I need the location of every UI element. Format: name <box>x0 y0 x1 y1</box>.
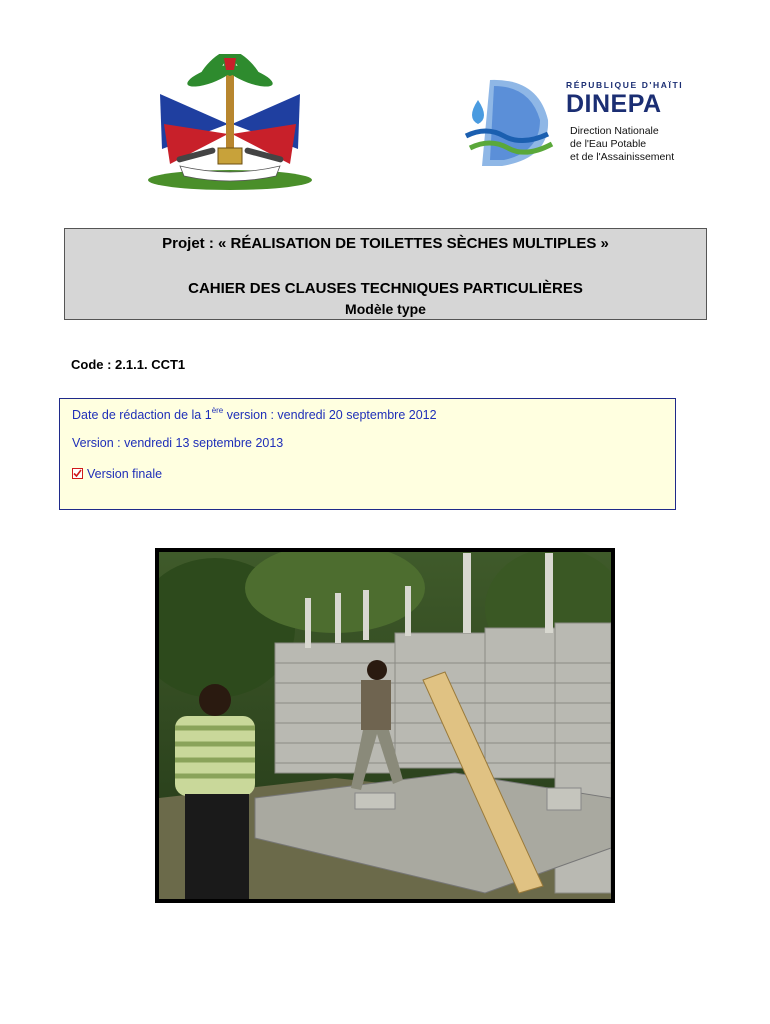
redaction-date: Date de rédaction de la 1ère version : vendredi 20 septembre 2012 <box>72 406 437 422</box>
haiti-coat-of-arms <box>140 54 320 192</box>
dinepa-logo <box>460 72 695 172</box>
title-box <box>64 228 707 320</box>
project-title: Projet : « RÉALISATION DE TOILETTES SÈCHES MULTIPLES » <box>162 235 609 252</box>
dinepa-water-drop-icon <box>460 72 560 172</box>
document-code: Code : 2.1.1. CCT1 <box>71 357 186 372</box>
version-date: Version : vendredi 13 septembre 2013 <box>72 436 284 450</box>
final-version-label: Version finale <box>87 467 163 481</box>
model-label: Modèle type <box>345 301 426 317</box>
logo-subtitle <box>570 125 674 164</box>
logo-subtitle-line: et de l'Assainissement <box>570 151 675 163</box>
version-info-box <box>59 398 676 510</box>
final-version <box>72 467 162 481</box>
logo-subtitle-line: Direction Nationale <box>570 125 659 137</box>
construction-photo <box>155 548 615 903</box>
logo-subtitle-line: de l'Eau Potable <box>570 138 647 150</box>
logo-name: DINEPA <box>566 90 662 118</box>
checkbox-checked-icon <box>72 468 83 479</box>
document-type: CAHIER DES CLAUSES TECHNIQUES PARTICULIÈRES <box>188 280 583 297</box>
logo-country: RÉPUBLIQUE D'HAÏTI <box>566 80 684 90</box>
